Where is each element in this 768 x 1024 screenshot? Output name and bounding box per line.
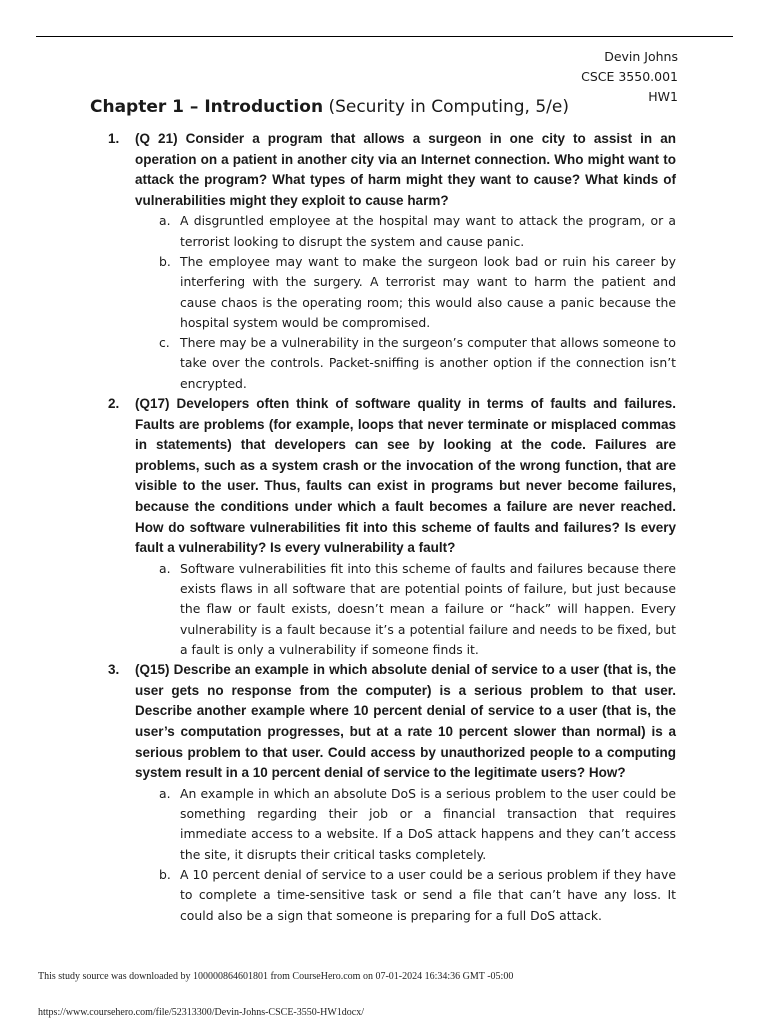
answer-letter: b.	[159, 867, 171, 883]
answer-item	[135, 333, 676, 394]
answer-letter: a.	[159, 560, 171, 576]
answer-text: A 10 percent denial of service to a user could be a serious problem if they have to complete a time-sensitive task or send a file that can’t have any loss. It could also be a sign that someone is preparing for a full DoS attack.	[180, 867, 676, 923]
answer-list	[135, 784, 676, 926]
answer-list	[135, 559, 676, 660]
header-meta	[581, 47, 678, 107]
question-text: (Q15) Describe an example in which absolute denial of service to a user (that is, the user gets no response from the computer) is a serious problem to that user. Describe another example where 10 percent denial of service to a user (that is, the user’s computation progresses, but at a rate 10 percent slower than normal) is a serious problem to that user. Could access by unauthorized people to a computing system result in a 10 percent denial of service to the legitimate users? How?	[135, 662, 676, 781]
answer-text: A disgruntled employee at the hospital may want to attack the program, or a terrorist looking to disrupt the system and cause panic.	[180, 213, 676, 249]
answer-text: The employee may want to make the surgeon look bad or ruin his career by interfering with the surgery. A terrorist may want to harm the patient and cause chaos is the operating room; this would also cause a panic because the hospital system would be compromised.	[180, 253, 676, 330]
footer-url: https://www.coursehero.com/file/52313300/Devin-Johns-CSCE-3550-HW1docx/	[38, 1007, 364, 1018]
footer-source-note: This study source was downloaded by 100000864601801 from CourseHero.com on 07-01-2024 16:34:36 GMT -05:00	[38, 971, 514, 982]
answer-item	[135, 252, 676, 333]
chapter-title	[90, 97, 569, 117]
answer-item	[135, 559, 676, 660]
answer-item	[135, 211, 676, 252]
answer-list	[135, 211, 676, 394]
course-code: CSCE 3550.001	[581, 69, 678, 84]
question-list	[108, 129, 676, 926]
answer-item	[135, 784, 676, 865]
question-number: 3.	[108, 662, 120, 678]
question-item	[108, 394, 676, 660]
answer-letter: c.	[159, 335, 170, 351]
answer-text: There may be a vulnerability in the surgeon’s computer that allows someone to take over the controls. Packet-sniffing is another option if the connection isn’t encrypted.	[180, 335, 676, 391]
chapter-title-subtitle: (Security in Computing, 5/e)	[328, 97, 569, 117]
author-name: Devin Johns	[604, 49, 678, 64]
answer-item	[135, 865, 676, 926]
question-number: 2.	[108, 396, 120, 412]
question-item	[108, 660, 676, 926]
answer-letter: a.	[159, 213, 171, 229]
answer-text: An example in which an absolute DoS is a serious problem to the user could be something regarding their job or a financial transaction that requires immediate access to a website. If a DoS attack happens and they can’t access the site, it disrupts their critical tasks completely.	[180, 785, 676, 862]
question-text: (Q17) Developers often think of software quality in terms of faults and failures. Faults are problems (for example, loops that never terminate or misplaced commas in statements) that developers can see by looking at the code. Failures are problems, such as a system crash or the invocation of the wrong function, that are visible to the user. Thus, faults can exist in programs but never become failures, because the conditions under which a fault becomes a failure are never reached. How do software vulnerabilities fit into this scheme of faults and failures? Is every fault a vulnerability? Is every vulnerability a fault?	[135, 396, 676, 556]
question-number: 1.	[108, 131, 120, 146]
assignment-label: HW1	[648, 89, 678, 104]
top-rule	[36, 36, 733, 37]
chapter-title-main: Chapter 1 – Introduction	[90, 97, 324, 117]
answer-letter: a.	[159, 785, 171, 801]
question-text: (Q 21) Consider a program that allows a surgeon in one city to assist in an operation on a patient in another city via an Internet connection. Who might want to attack the program? What types of harm might they want to cause? What kinds of vulnerabilities might they exploit to cause harm?	[135, 131, 676, 208]
question-item	[108, 129, 676, 394]
answer-letter: b.	[159, 253, 171, 269]
answer-text: Software vulnerabilities fit into this scheme of faults and failures because there exists flaws in all software that are potential points of failure, but just because the flaw or fault exists, doesn’t mean a failure or “hack” will happen. Every vulnerability is a fault because it’s a potential failure and needs to be fixed, but a fault is only a vulnerability if someone finds it.	[180, 560, 676, 657]
